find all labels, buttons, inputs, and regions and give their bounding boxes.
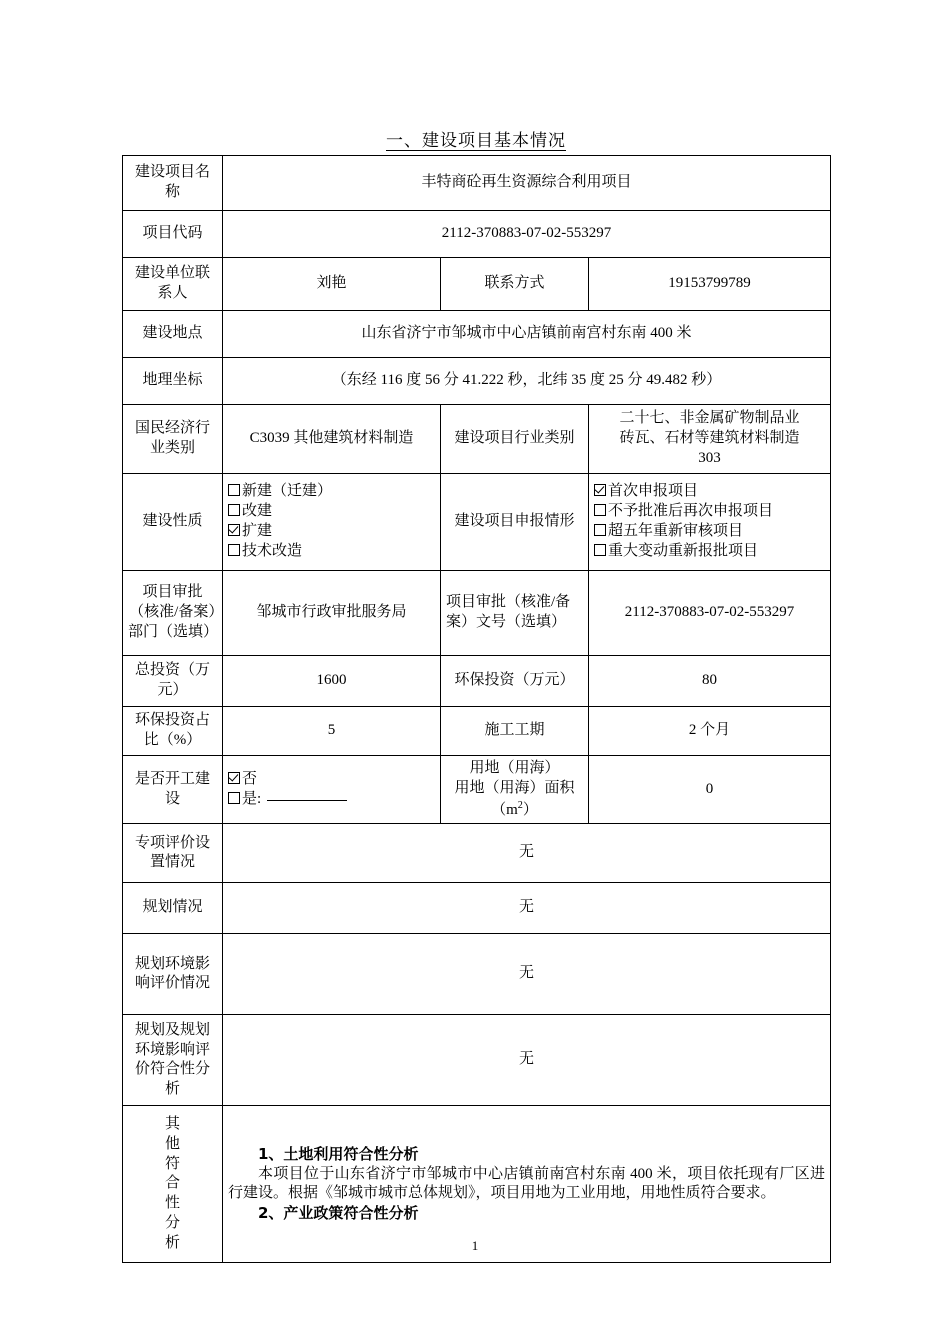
checkbox-icon-tech-upgrade[interactable]	[228, 544, 240, 556]
label-other-char-2: 符	[164, 1155, 180, 1172]
value-location: 山东省济宁市邹城市中心店镇前南宫村东南 400 米	[223, 311, 831, 358]
value-total-investment: 1600	[223, 656, 441, 707]
label-planning: 规划情况	[123, 883, 223, 934]
value-planning-eia: 无	[223, 934, 831, 1015]
checkbox-icon-major-change[interactable]	[594, 544, 606, 556]
blank-fill-line[interactable]	[267, 800, 347, 801]
value-project-industry-line2: 砖瓦、石材等建筑材料制造	[619, 430, 800, 447]
table-row-contact	[123, 258, 831, 311]
table-row-investment	[123, 656, 831, 707]
declaration-type-options	[589, 474, 831, 571]
value-project-industry-line3: 303	[698, 449, 721, 466]
label-coordinates: 地理坐标	[123, 358, 223, 405]
label-other-char-3: 合	[164, 1175, 180, 1192]
label-planning-eia: 规划环境影响评价情况	[123, 934, 223, 1015]
value-contact-person: 刘艳	[223, 258, 441, 311]
checkbox-icon-new[interactable]	[228, 484, 240, 496]
table-row-started	[123, 756, 831, 824]
table-row-planning-consistency	[123, 1015, 831, 1106]
table-row-ratio	[123, 707, 831, 756]
value-coordinates: （东经 116 度 56 分 41.222 秒，北纬 35 度 25 分 49.482 秒）	[223, 358, 831, 405]
label-env-investment-ratio: 环保投资占比（%）	[123, 707, 223, 756]
checkbox-icon-five-year-review[interactable]	[594, 524, 606, 536]
checkbox-label-no: 否	[242, 770, 258, 787]
checkbox-option-rebuild[interactable]	[228, 502, 435, 522]
label-construction-started: 是否开工建设	[123, 756, 223, 824]
table-row-special-eval	[123, 824, 831, 883]
other-consistency-heading-2: 2、产业政策符合性分析	[258, 1204, 419, 1223]
label-other-char-6: 析	[164, 1234, 180, 1251]
value-env-investment-ratio: 5	[223, 707, 441, 756]
label-special-eval: 专项评价设置情况	[123, 824, 223, 883]
table-row-project-name	[123, 156, 831, 211]
checkbox-icon-expand[interactable]	[228, 524, 240, 536]
checkbox-label-five-year-review: 超五年重新审核项目	[608, 523, 744, 539]
label-env-investment: 环保投资（万元）	[441, 656, 589, 707]
label-approval-dept: 项目审批（核准/备案）部门（选填）	[123, 571, 223, 656]
checkbox-label-expand: 扩建	[242, 523, 273, 539]
label-construction-period: 施工工期	[441, 707, 589, 756]
checkbox-option-redeclaration[interactable]	[594, 502, 825, 522]
checkbox-label-tech-upgrade: 技术改造	[242, 542, 303, 559]
other-consistency-paragraph-1: 本项目位于山东省济宁市邹城市中心店镇前南宫村东南 400 米，项目依托现有厂区进行建设。根据《邹城市城市总体规划》，项目用地为工业用地，用地性质符合要求。	[228, 1165, 825, 1202]
checkbox-option-tech-upgrade[interactable]	[228, 542, 435, 562]
value-land-area: 0	[589, 756, 831, 824]
value-project-name: 丰特商砼再生资源综合利用项目	[223, 156, 831, 211]
table-row-construction-nature	[123, 474, 831, 571]
label-other-char-4: 性	[164, 1195, 180, 1212]
value-project-industry-line1: 二十七、非金属矿物制品业	[619, 410, 800, 427]
value-project-code: 2112-370883-07-02-553297	[223, 211, 831, 258]
label-land-area-line1: 用地（用海）	[469, 760, 560, 776]
checkbox-option-no[interactable]	[228, 770, 435, 790]
page-number: 1	[471, 1238, 479, 1253]
checkbox-icon-no[interactable]	[228, 772, 240, 784]
value-project-industry	[589, 405, 831, 474]
label-contact-person: 建设单位联系人	[123, 258, 223, 311]
value-env-investment: 80	[589, 656, 831, 707]
label-location: 建设地点	[123, 311, 223, 358]
checkbox-label-yes: 是:	[242, 790, 262, 807]
checkbox-icon-rebuild[interactable]	[228, 504, 240, 516]
checkbox-label-rebuild: 改建	[242, 503, 273, 520]
construction-nature-options	[223, 474, 441, 571]
checkbox-label-major-change: 重大变动重新报批项目	[608, 542, 759, 559]
label-other-char-0: 其	[164, 1116, 180, 1133]
construction-started-options	[223, 756, 441, 824]
label-national-industry: 国民经济行业类别	[123, 405, 223, 474]
checkbox-icon-yes[interactable]	[228, 792, 240, 804]
checkbox-option-new[interactable]	[228, 482, 435, 502]
label-other-char-5: 分	[164, 1215, 180, 1232]
value-national-industry: C3039 其他建筑材料制造	[223, 405, 441, 474]
label-project-name: 建设项目名称	[123, 156, 223, 211]
checkbox-icon-first-declaration[interactable]	[594, 484, 606, 496]
table-row-coordinates	[123, 358, 831, 405]
checkbox-icon-redeclaration[interactable]	[594, 504, 606, 516]
table-row-project-code	[123, 211, 831, 258]
table-row-planning-eia	[123, 934, 831, 1015]
checkbox-option-expand[interactable]	[228, 522, 435, 542]
checkbox-option-major-change[interactable]	[594, 542, 825, 562]
page-title-text: 一、建设项目基本情况	[386, 131, 566, 150]
project-basic-info-table	[122, 155, 831, 1263]
label-land-area-line2: 用地（用海）面积$(m^2)$	[454, 779, 575, 818]
value-approval-docno: 2112-370883-07-02-553297	[589, 571, 831, 656]
label-approval-docno: 项目审批（核准/备案）文号（选填）	[441, 571, 589, 656]
value-approval-dept: 邹城市行政审批服务局	[223, 571, 441, 656]
table-row-planning	[123, 883, 831, 934]
table-row-industry	[123, 405, 831, 474]
checkbox-label-new: 新建（迁建）	[242, 483, 333, 500]
table-row-location	[123, 311, 831, 358]
checkbox-option-yes[interactable]	[228, 790, 435, 810]
checkbox-option-first-declaration[interactable]	[594, 482, 825, 502]
label-contact-method: 联系方式	[441, 258, 589, 311]
label-total-investment: 总投资（万元）	[123, 656, 223, 707]
label-project-code: 项目代码	[123, 211, 223, 258]
page-title	[122, 126, 830, 151]
checkbox-label-first-declaration: 首次申报项目	[608, 483, 699, 500]
value-special-eval: 无	[223, 824, 831, 883]
label-construction-nature: 建设性质	[123, 474, 223, 571]
value-planning-consistency: 无	[223, 1015, 831, 1106]
checkbox-option-five-year-review[interactable]	[594, 522, 825, 542]
value-planning: 无	[223, 883, 831, 934]
other-consistency-heading-1: 1、土地利用符合性分析	[258, 1144, 419, 1163]
checkbox-label-redeclaration: 不予批准后再次申报项目	[608, 503, 774, 520]
value-construction-period: 2 个月	[589, 707, 831, 756]
label-other-char-1: 他	[164, 1135, 180, 1152]
label-declaration-type: 建设项目申报情形	[441, 474, 589, 571]
value-contact-phone: 19153799789	[589, 258, 831, 311]
table-row-approval-dept	[123, 571, 831, 656]
label-land-area	[441, 756, 589, 824]
label-planning-consistency: 规划及规划环境影响评价符合性分析	[123, 1015, 223, 1106]
label-project-industry: 建设项目行业类别	[441, 405, 589, 474]
